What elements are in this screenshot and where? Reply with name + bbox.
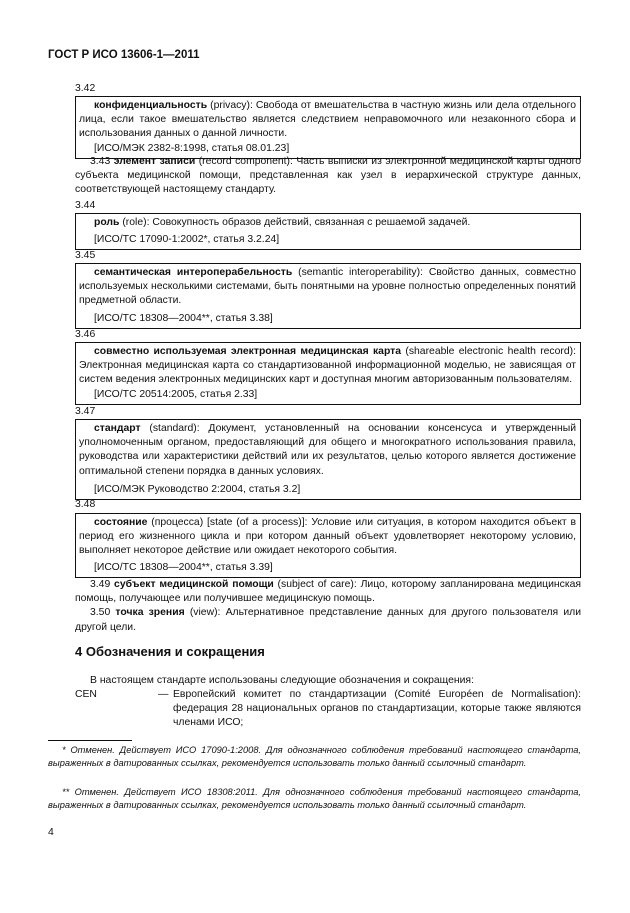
footnote: * Отменен. Действует ИСО 17090-1:2008. Для однозначного соблюдения требований настоящего стандарта, выраженных в датированных ссылках, рекомендуется использовать только данный ссылочный стандарт. [48, 745, 581, 768]
definition-box [75, 213, 581, 250]
source-reference: [ИСО/ТС 20514:2005, статья 2.33] [94, 388, 258, 400]
abbreviation-dash: — [158, 689, 169, 700]
term: состояние [94, 517, 148, 528]
source-reference: [ИСО/ТС 18308—2004**, статья 3.39] [94, 561, 273, 573]
definition-box [75, 419, 581, 500]
entry-number: 3.43 [90, 156, 111, 167]
definition: (semantic interoperability): Свойство данных, совместно используемых несколькими системами, быть понятными на уровне полностью определенных понятий предметной области. [79, 267, 576, 307]
definition: (privacy): Свобода от вмешательства в частную жизнь или дела отдельного лица, если такое вмешательство является следствием неправомочного или незаконного сбора и использования данных о данной личности. [79, 100, 576, 140]
entry-number: 3.48 [75, 499, 96, 510]
entry-number: 3.44 [75, 200, 96, 211]
entry-number: 3.50 [90, 607, 111, 619]
abbreviation-definition: Европейский комитет по стандартизации (Comité Européen de Normalisation): федерация 28 национальных органов по стандартизации, которые также являются членами ИСО; [173, 689, 581, 729]
page-number: 4 [48, 827, 54, 838]
footnote: ** Отменен. Действует ИСО 18308:2011. Для однозначного соблюдения требований настоящего стандарта, выраженных в датированных ссылках, рекомендуется использовать только данный ссылочный стандарт. [48, 787, 581, 810]
section-heading: 4 Обозначения и сокращения [75, 644, 265, 659]
definition-paragraph [75, 155, 581, 198]
document-header: ГОСТ Р ИСО 13606-1—2011 [48, 49, 200, 61]
term: субъект медицинской помощи [114, 579, 274, 590]
definition: (shareable electronic health record): Электронная медицинская карта со стандартизованной информационной моделью, не зависящая от систем ведения электронных медицинских карт и доступная многим авторизованным пользователям. [79, 346, 576, 386]
term: стандарт [94, 423, 141, 434]
definition: (record component): Часть выписки из электронной медицинской карты одного субъекта медицинской помощи, представленная как узел в иерархической структуре данных, соответствующей настоящему стандарту. [75, 156, 581, 196]
term: элемент записи [113, 156, 196, 167]
footnote-divider [48, 740, 132, 741]
definition: (standard): Документ, установленный на основании консенсуса и утвержденный уполномоченным органом, предоставляющий для общего и многократного использования правила, руководства или характеристики действий или их результатов, целью которого является достижение оптимальной степени порядка в данных условиях. [79, 423, 576, 477]
entry-number: 3.42 [75, 83, 96, 94]
definition: (role): Совокупность образов действий, связанная с решаемой задачей. [119, 217, 471, 228]
definition-box [75, 263, 581, 329]
source-reference: [ИСО/МЭК 2382-8:1998, статья 08.01.23] [94, 142, 290, 154]
source-reference: [ИСО/ТС 18308—2004**, статья 3.38] [94, 312, 273, 324]
entry-number: 3.49 [90, 579, 111, 590]
entry-number: 3.45 [75, 250, 96, 261]
abbreviation-key: CEN [75, 689, 97, 700]
term: семантическая интероперабельность [94, 267, 293, 278]
definition: (view): Альтернативное представление данных для другого пользователя или другой цели. [75, 607, 581, 633]
definition-text [79, 99, 576, 142]
definition-box [75, 513, 581, 578]
term: точка зрения [115, 607, 185, 619]
definition: (subject of care): Лицо, которому запланирована медицинская помощь, получающее или получившее медицинскую помощь. [75, 579, 581, 605]
definition-paragraph [75, 578, 581, 635]
source-reference: [ИСО/ТС 17090-1:2002*, статья 3.2.24] [94, 234, 280, 246]
entry-number: 3.46 [75, 329, 96, 340]
definition-box [75, 96, 581, 159]
definition: (процесса) [state (of a process)]: Условие или ситуация, в котором находится объект в период его жизненного цикла и при котором данный объект удовлетворяет некоторому условию, выполняет некоторое действие или ожидает некоторого события. [79, 517, 576, 557]
term: конфиденциальность [94, 100, 208, 111]
term: совместно используемая электронная медицинская карта [94, 346, 402, 357]
source-reference: [ИСО/МЭК Руководство 2:2004, статья 3.2] [94, 483, 301, 495]
section-intro: В настоящем стандарте использованы следующие обозначения и сокращения: [90, 675, 474, 686]
term: роль [94, 217, 120, 228]
entry-number: 3.47 [75, 406, 96, 417]
definition-box [75, 342, 581, 405]
